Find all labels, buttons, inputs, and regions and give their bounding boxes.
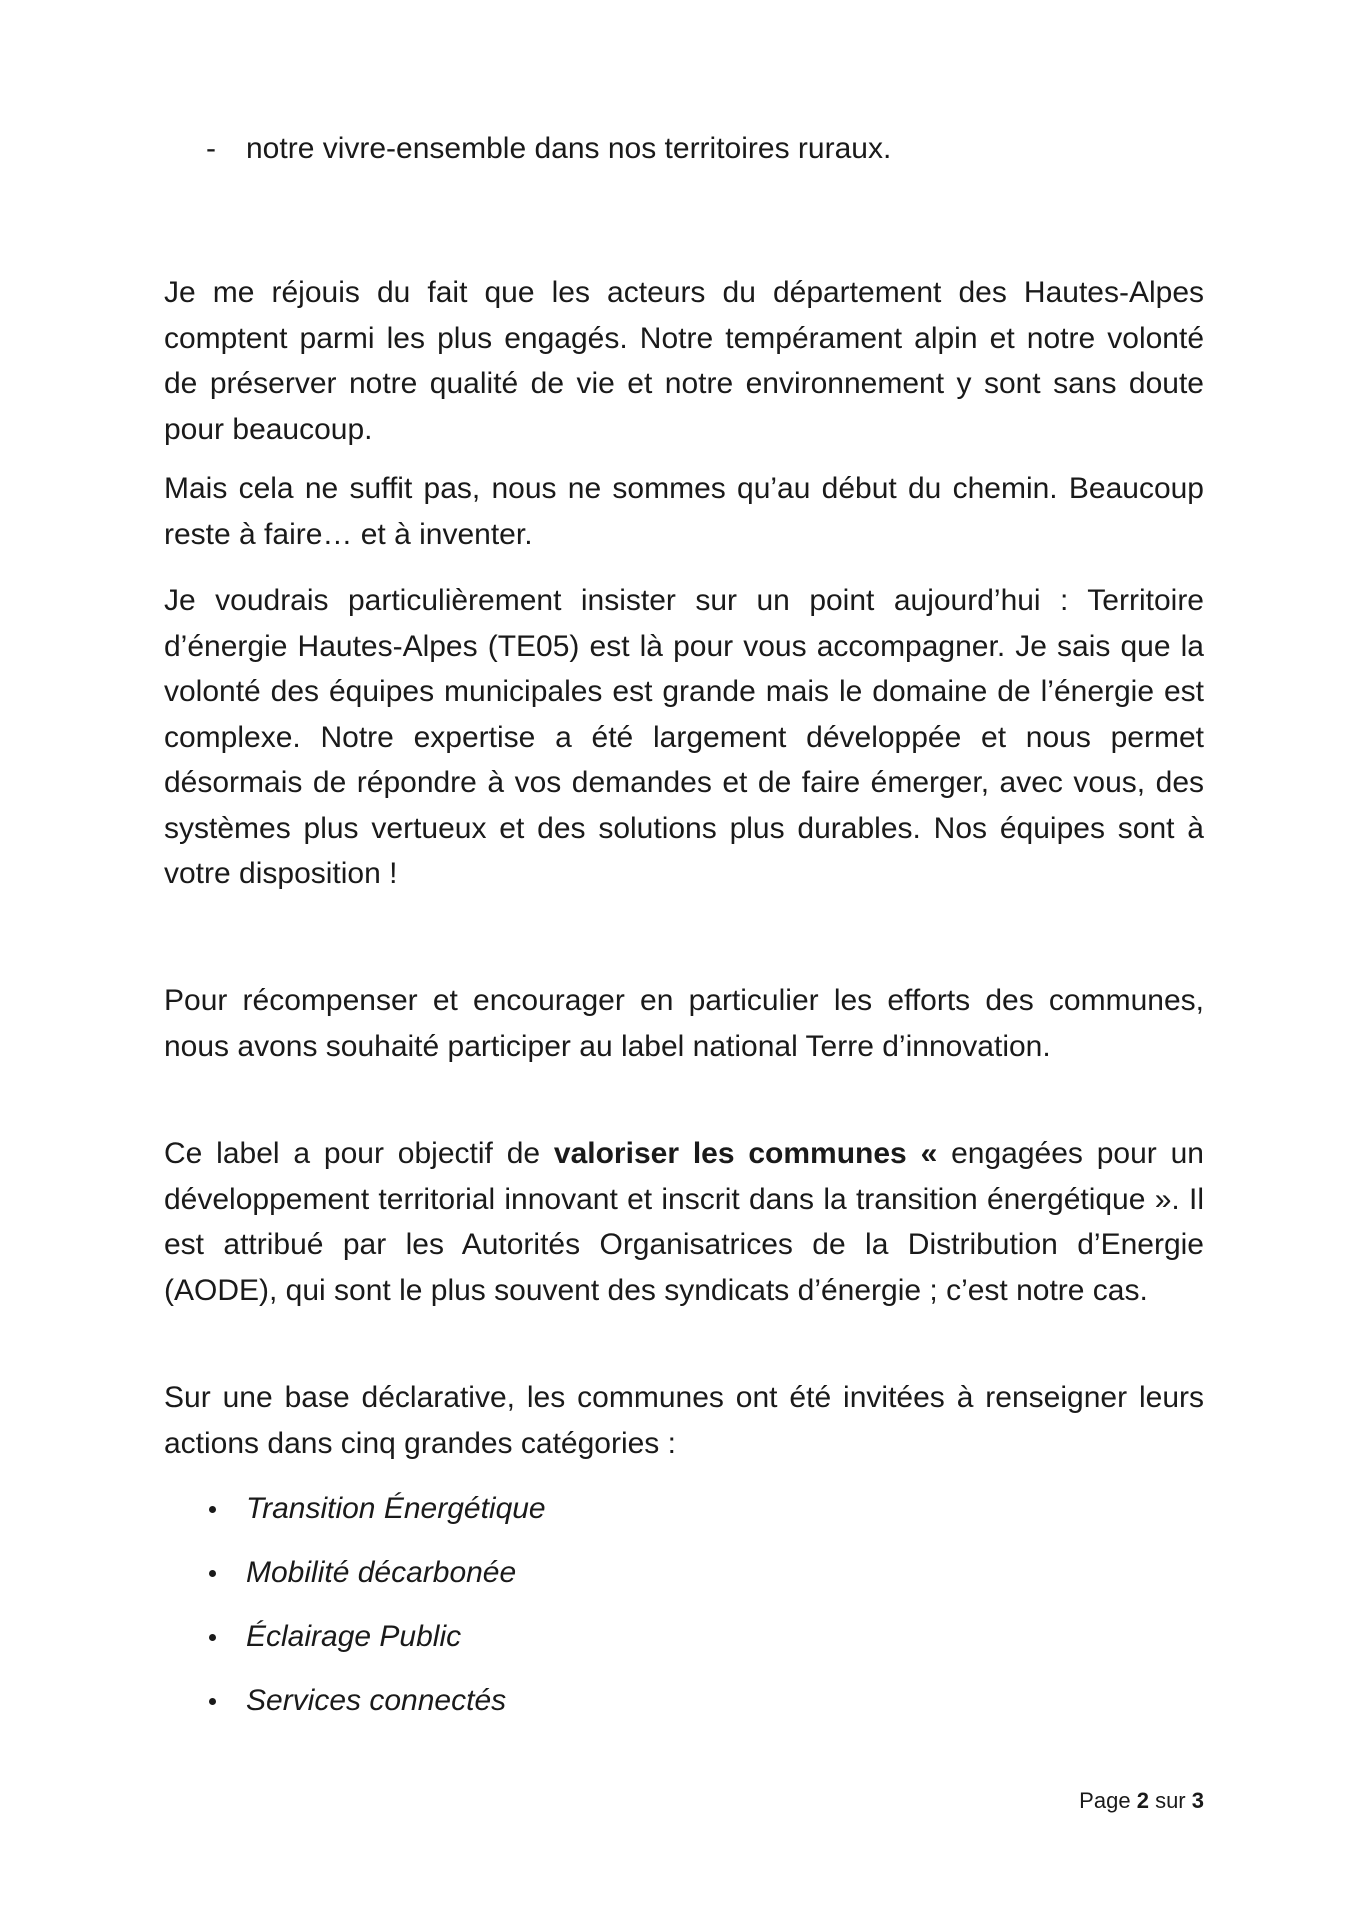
category-list-item — [164, 1614, 964, 1659]
page-total: 3 — [1191, 1788, 1204, 1813]
paragraph-te05: Je voudrais particulièrement insister sur un point aujourd’hui : Territoire d’énergie Hautes-Alpes (TE05) est là pour vous accompagner. Je sais que la volonté des équipes municipales est grande mais le domaine de l’énergie est complexe. Notre expertise a été largement développée et nous permet désormais de répondre à vos demandes et de faire émerger, avec vous, des systèmes plus vertueux et des solutions plus durables. Nos équipes sont à votre disposition ! — [164, 584, 1204, 890]
bullet-marker — [209, 1506, 216, 1513]
category-label: Transition Énergétique — [246, 1492, 546, 1525]
paragraph-debut-chemin: Mais cela ne suffit pas, nous ne sommes qu’au début du chemin. Beaucoup reste à faire… et à inventer. — [164, 472, 1204, 551]
bullet-marker — [209, 1570, 216, 1577]
page-number-footer — [1079, 1786, 1204, 1816]
bullet-marker — [209, 1698, 216, 1705]
category-label: Mobilité décarbonée — [246, 1556, 517, 1589]
category-label: Éclairage Public — [246, 1620, 462, 1653]
paragraph-label-objectif-bold: valoriser les communes « — [553, 1137, 938, 1170]
paragraph-label-terre-innovation: Pour récompenser et encourager en particulier les efforts des communes, nous avons souhaité participer au label national Terre d’innovation. — [164, 984, 1204, 1063]
category-list-item — [164, 1678, 964, 1723]
paragraph-categories-intro: Sur une base déclarative, les communes ont été invitées à renseigner leurs actions dans cinq grandes catégories : — [164, 1381, 1204, 1460]
dash-list-item-text: notre vivre-ensemble dans nos territoires ruraux. — [246, 132, 892, 165]
paragraph-label-objectif — [164, 1131, 1204, 1313]
page-current: 2 — [1136, 1788, 1149, 1813]
category-label: Services connectés — [246, 1684, 507, 1717]
paragraph-engagement: Je me réjouis du fait que les acteurs du département des Hautes-Alpes comptent parmi les plus engagés. Notre tempérament alpin et notre volonté de préserver notre qualité de vie et notre environnement y sont sans doute pour beaucoup. — [164, 276, 1204, 446]
page-label: Page — [1079, 1788, 1131, 1813]
category-list-item — [164, 1486, 964, 1531]
paragraph-label-objectif-end: engagées pour un développement territorial innovant et inscrit dans la transition énergétique ». Il est attribué par les Autorités Organisatrices de la Distribution d’Energie (AODE), qui sont le plus souvent des syndicats d’énergie ; c’est notre cas. — [164, 1137, 1204, 1307]
category-list-item — [164, 1550, 964, 1595]
dash-marker: - — [206, 132, 216, 165]
page-sep-label: sur — [1155, 1788, 1186, 1813]
bullet-marker — [209, 1634, 216, 1641]
paragraph-label-objectif-start: Ce label a pour objectif de — [164, 1137, 554, 1170]
